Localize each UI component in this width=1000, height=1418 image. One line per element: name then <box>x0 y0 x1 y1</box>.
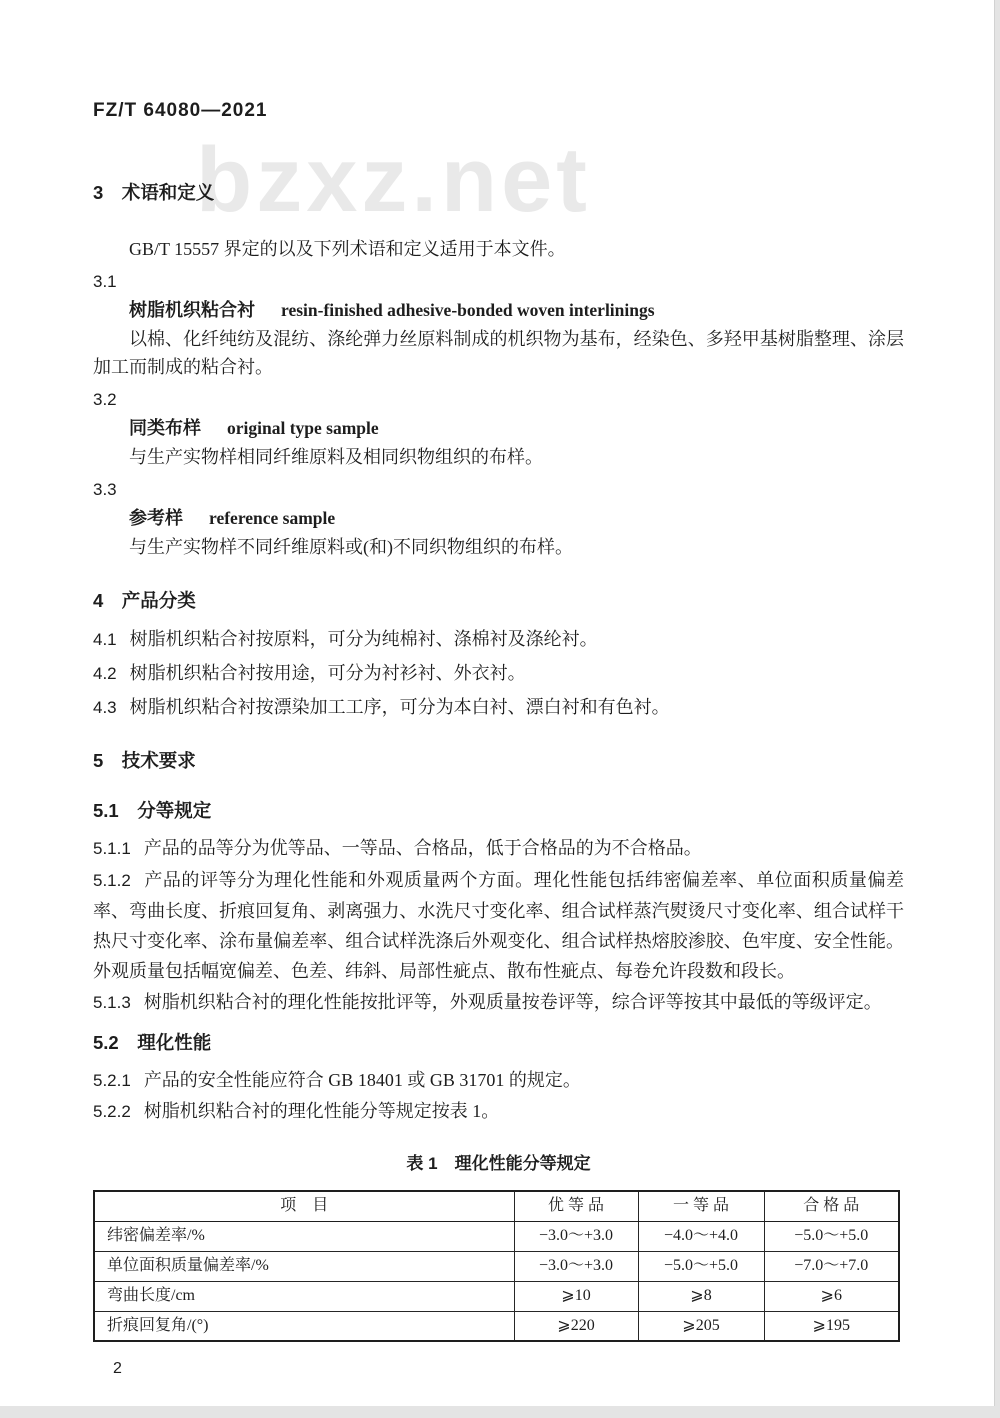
clause-number: 5.1.2 <box>93 871 131 890</box>
table-cell-value: ⩾8 <box>638 1281 764 1311</box>
table-cell-value: ⩾6 <box>764 1281 899 1311</box>
section-3-heading: 3 术语和定义 <box>93 182 215 203</box>
table-cell-value: −5.0～+5.0 <box>638 1251 764 1281</box>
clause-number: 4.1 <box>93 630 117 649</box>
term-number-3-2: 3.2 <box>93 390 117 409</box>
section-3-intro: GB/T 15557 界定的以及下列术语和定义适用于本文件。 <box>129 239 566 259</box>
table-cell-value: ⩾195 <box>764 1311 899 1341</box>
clause-5-2-2 <box>93 1097 904 1126</box>
clause-number: 5.2.1 <box>93 1071 131 1090</box>
clause-text: 树脂机织粘合衬的理化性能按批评等，外观质量按卷评等，综合评等按其中最低的等级评定。 <box>143 992 882 1012</box>
page-number: 2 <box>113 1360 122 1377</box>
clause-5-1-2 <box>93 865 904 986</box>
term-definition-3-3: 与生产实物样不同纤维原料或(和)不同织物组织的布样。 <box>129 537 573 557</box>
section-4-heading: 4 产品分类 <box>93 590 196 611</box>
clause-number: 5.1.1 <box>93 839 131 858</box>
table-cell-item: 弯曲长度/cm <box>94 1281 514 1311</box>
section-5-1-heading: 5.1 分等规定 <box>93 800 212 821</box>
term-definition-3-1: 以棉、化纤纯纺及混纺、涤纶弹力丝原料制成的机织物为基布，经染色、多羟甲基树脂整理、涂层加工而制成的粘合衬。 <box>93 329 904 377</box>
table-cell-item: 纬密偏差率/% <box>94 1221 514 1251</box>
table-row <box>94 1281 899 1311</box>
watermark-text: bzxz.net <box>196 129 591 231</box>
term-definition-3-2: 与生产实物样相同纤维原料及相同织物组织的布样。 <box>129 447 543 467</box>
term-name-zh: 参考样 <box>129 508 183 528</box>
clause-5-1-3 <box>93 988 904 1017</box>
table-1-caption: 表 1 理化性能分等规定 <box>406 1154 591 1173</box>
table-cell-value: −5.0～+5.0 <box>764 1221 899 1251</box>
clause-number: 5.1.3 <box>93 993 131 1012</box>
term-name-zh: 同类布样 <box>129 418 201 438</box>
clause-text: 产品的安全性能应符合 GB 18401 或 GB 31701 的规定。 <box>143 1070 581 1090</box>
table-row <box>94 1251 899 1281</box>
standard-number-header: FZ/T 64080—2021 <box>93 100 268 121</box>
table-cell-value: ⩾10 <box>514 1281 638 1311</box>
clause-text: 产品的品等分为优等品、一等品、合格品，低于合格品的为不合格品。 <box>143 838 702 858</box>
table-1 <box>93 1190 900 1342</box>
clause-4-3 <box>93 692 904 723</box>
table-cell-value: −7.0～+7.0 <box>764 1251 899 1281</box>
table-cell-item: 单位面积质量偏差率/% <box>94 1251 514 1281</box>
term-name-zh: 树脂机织粘合衬 <box>129 300 255 320</box>
table-header-row <box>94 1191 899 1221</box>
term-name-en: reference sample <box>209 508 336 528</box>
clause-5-2-1 <box>93 1066 904 1095</box>
table-cell-value: ⩾205 <box>638 1311 764 1341</box>
term-number-3-3: 3.3 <box>93 480 117 499</box>
clause-4-1 <box>93 624 904 655</box>
term-name-en: original type sample <box>227 418 379 438</box>
table-row <box>94 1221 899 1251</box>
table-cell-value: −3.0～+3.0 <box>514 1251 638 1281</box>
clause-text: 树脂机织粘合衬按用途，可分为衬衫衬、外衣衬。 <box>129 663 526 683</box>
table-header-premium: 优 等 品 <box>514 1191 638 1221</box>
clause-text: 树脂机织粘合衬按原料，可分为纯棉衬、涤棉衬及涤纶衬。 <box>129 629 598 649</box>
clause-number: 4.3 <box>93 698 117 717</box>
term-name-en: resin-finished adhesive-bonded woven interlinings <box>281 300 655 320</box>
table-cell-value: −3.0～+3.0 <box>514 1221 638 1251</box>
term-name-3-3 <box>93 505 904 532</box>
clause-text: 产品的评等分为理化性能和外观质量两个方面。理化性能包括纬密偏差率、单位面积质量偏差率、弯曲长度、折痕回复角、剥离强力、水洗尺寸变化率、组合试样蒸汽熨烫尺寸变化率、组合试样干热尺寸变化率、涂布量偏差率、组合试样洗涤后外观变化、组合试样热熔胶渗胶、色牢度、安全性能。外观质量包括幅宽偏差、色差、纬斜、局部性疵点、散布性疵点、每卷允许段数和段长。 <box>93 870 904 981</box>
section-5-heading: 5 技术要求 <box>93 750 196 771</box>
table-cell-item: 折痕回复角/(°) <box>94 1311 514 1341</box>
table-cell-value: ⩾220 <box>514 1311 638 1341</box>
table-header-item: 项 目 <box>94 1191 514 1221</box>
clause-text: 树脂机织粘合衬按漂染加工工序，可分为本白衬、漂白衬和有色衬。 <box>129 697 670 717</box>
term-name-3-1 <box>93 297 904 324</box>
term-number-3-1: 3.1 <box>93 272 117 291</box>
clause-number: 5.2.2 <box>93 1102 131 1121</box>
table-cell-value: −4.0～+4.0 <box>638 1221 764 1251</box>
table-header-qualified: 合 格 品 <box>764 1191 899 1221</box>
table-row <box>94 1311 899 1341</box>
section-5-2-heading: 5.2 理化性能 <box>93 1032 212 1053</box>
clause-5-1-1 <box>93 834 904 863</box>
clause-text: 树脂机织粘合衬的理化性能分等规定按表 1。 <box>143 1101 500 1121</box>
clause-number: 4.2 <box>93 664 117 683</box>
term-name-3-2 <box>93 415 904 442</box>
clause-4-2 <box>93 658 904 689</box>
table-header-first-grade: 一 等 品 <box>638 1191 764 1221</box>
